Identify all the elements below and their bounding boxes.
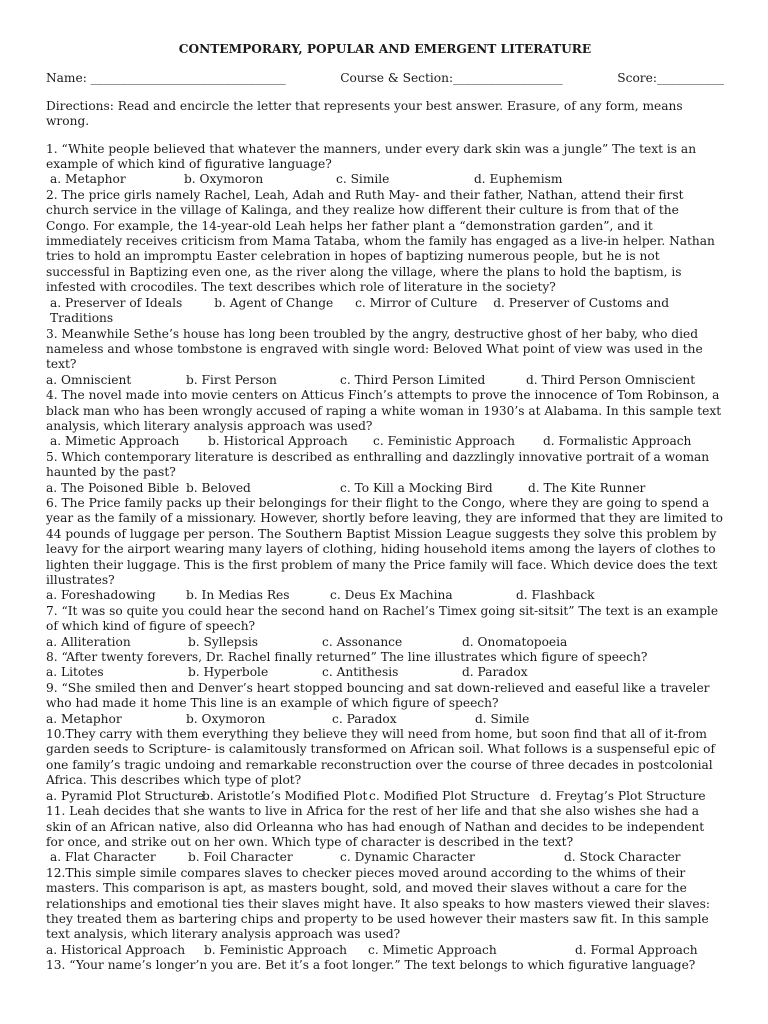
option[interactable]: d. Formal Approach xyxy=(575,942,698,957)
option[interactable]: b. Foil Character xyxy=(188,850,293,865)
course-section-field[interactable]: Course & Section:__________________ xyxy=(340,71,563,86)
options-2 xyxy=(46,296,724,327)
directions: Directions: Read and encircle the letter that represents your best answer. Erasure, of any form, means wrong. xyxy=(46,98,683,129)
option[interactable]: c. Antithesis xyxy=(322,665,399,680)
option[interactable]: c. Modified Plot Structure xyxy=(369,788,530,803)
option[interactable]: d. Simile xyxy=(475,711,530,726)
option[interactable]: b. In Medias Res xyxy=(186,588,290,603)
option[interactable]: a. Litotes xyxy=(46,665,104,680)
option[interactable]: d. Preserver of Customs and Traditions xyxy=(50,295,670,326)
option[interactable]: c. Deus Ex Machina xyxy=(330,588,453,603)
option[interactable]: a. Metaphor xyxy=(46,711,122,726)
option[interactable]: d. The Kite Runner xyxy=(528,480,646,495)
option[interactable]: d. Flashback xyxy=(516,588,595,603)
option[interactable]: d. Freytag’s Plot Structure xyxy=(540,788,706,803)
option[interactable]: b. Agent of Change xyxy=(214,295,334,310)
option[interactable]: d. Stock Character xyxy=(564,850,681,865)
page-title: CONTEMPORARY, POPULAR AND EMERGENT LITERATURE xyxy=(178,42,592,56)
question-7: 7. “It was so quite you could hear the second hand on Rachel’s Timex going sit-sitsit” The text is an example of which kind of figure of speech? xyxy=(46,603,719,634)
option[interactable]: d. Formalistic Approach xyxy=(543,434,692,449)
option[interactable]: c. Assonance xyxy=(322,634,403,649)
option[interactable]: b. Historical Approach xyxy=(208,434,348,449)
option[interactable]: c. Third Person Limited xyxy=(340,372,486,387)
options-8 xyxy=(46,665,724,680)
question-6: 6. The Price family packs up their belongings for their flight to the Congo, where they are going to spend a year as the family of a missionary. However, shortly before leaving, they are informed that they are limited to 44 pounds of luggage per person. The Southern Baptist Mission League suggests they solve this problem by leavy for the airport wearing many layers of clothing, hiding household items among the layers of clothes to lighten their luggage. This is the first problem of many the Price family will face. Which device does the text illustrates? xyxy=(46,495,724,587)
question-11: 11. Leah decides that she wants to live in Africa for the rest of her life and that she also wishes she had a skin of an African native, also did Orleanna who has had enough of Nathan and decides to be independent for once, and strike out on her own. Which type of character is described in the text? xyxy=(46,804,705,849)
option[interactable]: d. Third Person Omniscient xyxy=(526,372,696,387)
option[interactable]: c. Mimetic Approach xyxy=(368,942,497,957)
option[interactable]: a. Flat Character xyxy=(50,850,156,865)
option[interactable]: b. Syllepsis xyxy=(188,634,259,649)
option[interactable]: d. Paradox xyxy=(462,665,528,680)
option[interactable]: a. Alliteration xyxy=(46,634,131,649)
question-5: 5. Which contemporary literature is described as enthralling and dazzlingly innovative portrait of a woman haunted by the past? xyxy=(46,449,710,480)
option[interactable]: b. Beloved xyxy=(186,480,251,495)
option[interactable]: b. Hyperbole xyxy=(188,665,269,680)
option[interactable]: a. Pyramid Plot Structure xyxy=(46,788,205,803)
options-1 xyxy=(46,172,724,187)
option[interactable]: c. Paradox xyxy=(332,711,397,726)
options-6 xyxy=(46,588,724,603)
options-5 xyxy=(46,481,724,496)
options-7 xyxy=(46,635,724,650)
question-12: 12.This simple simile compares slaves to checker pieces moved around according to the whims of their masters. This comparison is apt, as masters bought, sold, and moved their slaves without a care for the relationships and emotional ties their slaves might have. It also speaks to how masters viewed their slaves: they treated them as bartering chips and property to be used however their masters saw fit. In this sample text analysis, which literary analysis approach was used? xyxy=(46,865,710,942)
question-4: 4. The novel made into movie centers on Atticus Finch’s attempts to prove the innocence of Tom Robinson, a black man who has been wrongly accused of raping a white woman in 1930’s at Alabama. In this sample text analysis, which literary analysis approach was used? xyxy=(46,388,722,433)
option[interactable]: a. Preserver of Ideals xyxy=(50,295,183,310)
option[interactable]: a. Historical Approach xyxy=(46,942,186,957)
option[interactable]: c. Mirror of Culture xyxy=(355,295,478,310)
question-9: 9. “She smiled then and Denver’s heart stopped bouncing and sat down-relieved and easeful like a traveler who had made it home This line is an example of which figure of speech? xyxy=(46,680,710,711)
option[interactable]: a. The Poisoned Bible xyxy=(46,480,180,495)
question-10: 10.They carry with them everything they believe they will need from home, but soon find that all of it-from garden seeds to Scripture- is calamitously transformed on African soil. What follows is a suspenseful epic of one family’s tragic undoing and remarkable reconstruction over the course of three decades in postcolonial Africa. This describes which type of plot? xyxy=(46,727,716,788)
option[interactable]: a. Omniscient xyxy=(46,372,132,387)
option[interactable]: c. Simile xyxy=(336,172,390,187)
options-9 xyxy=(46,712,724,727)
option[interactable]: d. Onomatopoeia xyxy=(462,634,568,649)
option[interactable]: a. Mimetic Approach xyxy=(50,434,180,449)
option[interactable]: c. To Kill a Mocking Bird xyxy=(340,480,493,495)
options-11 xyxy=(46,850,724,865)
header-line xyxy=(46,71,724,86)
option[interactable]: b. Oxymoron xyxy=(184,172,264,187)
option[interactable]: b. Aristotle’s Modified Plot xyxy=(202,788,368,803)
option[interactable]: d. Euphemism xyxy=(474,172,563,187)
option[interactable]: b. Feministic Approach xyxy=(204,942,348,957)
option[interactable]: c. Dynamic Character xyxy=(340,850,475,865)
option[interactable]: b. Oxymoron xyxy=(186,711,266,726)
question-8: 8. “After twenty forevers, Dr. Rachel finally returned” The line illustrates which figure of speech? xyxy=(46,650,648,665)
option[interactable]: a. Metaphor xyxy=(50,172,126,187)
name-field[interactable]: Name: ________________________________ xyxy=(46,71,286,86)
question-1: 1. “White people believed that whatever the manners, under every dark skin was a jungle” The text is an example of which kind of figurative language? xyxy=(46,141,697,172)
options-12 xyxy=(46,943,724,958)
options-3 xyxy=(46,373,724,388)
score-field[interactable]: Score:___________ xyxy=(617,71,724,86)
option[interactable]: c. Feministic Approach xyxy=(373,434,516,449)
question-13: 13. “Your name’s longer’n you are. Bet it’s a foot longer.” The text belongs to which figurative language? xyxy=(46,958,696,973)
options-4 xyxy=(46,434,724,449)
question-3: 3. Meanwhile Sethe’s house has long been troubled by the angry, destructive ghost of her baby, who died nameless and whose tombstone is engraved with single word: Beloved What point of view was used in the text? xyxy=(46,326,703,372)
option[interactable]: a. Foreshadowing xyxy=(46,588,156,603)
option[interactable]: b. First Person xyxy=(186,372,277,387)
question-2: 2. The price girls namely Rachel, Leah, Adah and Ruth May- and their father, Nathan, attend their first church service in the village of Kalinga, and they realize how different their culture is from that of the Congo. For example, the 14-year-old Leah helps her father plant a “demonstration garden”, and it immediately receives criticism from Mama Tataba, whom the family has engaged as a live-in helper. Nathan tries to hold an impromptu Easter celebration in hopes of baptizing numerous people, but he is not successful in Baptizing even one, as the river along the village, where the plans to hold the baptism, is infested with crocodiles. The text describes which role of literature in the society? xyxy=(46,187,715,295)
options-10 xyxy=(46,789,724,804)
